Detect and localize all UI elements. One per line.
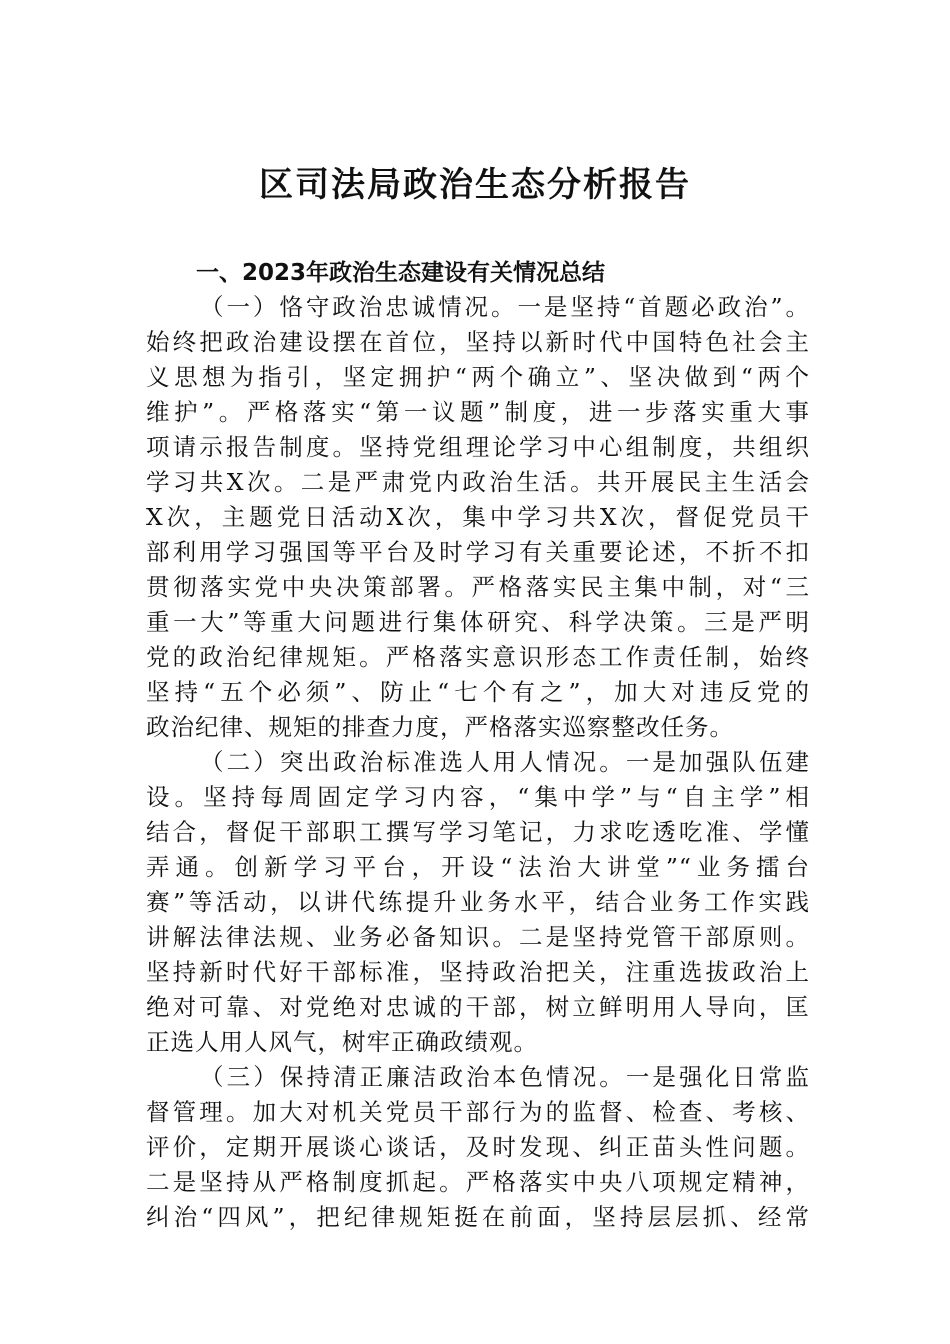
paragraph-line: 赛”等活动，以讲代练提升业务水平，结合业务工作实践 [146,888,810,916]
paragraph-line: （一）恪守政治忠诚情况。一是坚持“首题必政治”。 [200,293,810,321]
paragraph-line: （三）保持清正廉洁政治本色情况。一是强化日常监 [200,1063,810,1091]
paragraph-line: （二）突出政治标准选人用人情况。一是加强队伍建 [200,748,810,776]
paragraph-line: 设。坚持每周固定学习内容，“集中学”与“自主学”相 [146,783,810,811]
paragraph-line: 坚持“五个必须”、防止“七个有之”，加大对违反党的 [146,678,810,706]
paragraph-line: 正选人用人风气，树牢正确政绩观。 [146,1028,538,1056]
paragraph-line: X次，主题党日活动X次，集中学习共X次，督促党员干 [146,503,810,531]
paragraph-line: 维护”。严格落实“第一议题”制度，进一步落实重大事 [146,398,810,426]
paragraph-line: 义思想为指引，坚定拥护“两个确立”、坚决做到“两个 [146,363,810,391]
paragraph-line: 政治纪律、规矩的排查力度，严格落实巡察整改任务。 [146,713,734,741]
paragraph-line: 纠治“四风”，把纪律规矩挺在前面，坚持层层抓、经常 [146,1203,810,1231]
paragraph-line: 重一大”等重大问题进行集体研究、科学决策。三是严明 [146,608,810,636]
paragraph-line: 绝对可靠、对党绝对忠诚的干部，树立鲜明用人导向，匡 [146,993,810,1021]
paragraph-line: 始终把政治建设摆在首位，坚持以新时代中国特色社会主 [146,328,810,356]
document-title: 区司法局政治生态分析报告 [259,165,691,205]
paragraph-line: 项请示报告制度。坚持党组理论学习中心组制度，共组织 [146,433,810,461]
paragraph-line: 党的政治纪律规矩。严格落实意识形态工作责任制，始终 [146,643,810,671]
paragraph-line: 讲解法律法规、业务必备知识。二是坚持党管干部原则。 [146,923,810,951]
paragraph-line: 二是坚持从严格制度抓起。严格落实中央八项规定精神， [146,1168,810,1196]
paragraph-line: 贯彻落实党中央决策部署。严格落实民主集中制，对“三 [146,573,810,601]
paragraph-line: 坚持新时代好干部标准，坚持政治把关，注重选拔政治上 [146,958,810,986]
paragraph-line: 督管理。加大对机关党员干部行为的监督、检查、考核、 [146,1098,810,1126]
paragraph-line: 部利用学习强国等平台及时学习有关重要论述，不折不扣 [146,538,810,566]
paragraph-line: 结合，督促干部职工撰写学习笔记，力求吃透吃准、学懂 [146,818,810,846]
paragraph-line: 学习共X次。二是严肃党内政治生活。共开展民主生活会 [146,468,810,496]
paragraph-line: 弄通。创新学习平台，开设“法治大讲堂”“业务擂台 [146,853,810,881]
section-heading-1: 一、2023年政治生态建设有关情况总结 [196,260,606,286]
paragraph-line: 评价，定期开展谈心谈话，及时发现、纠正苗头性问题。 [146,1133,810,1161]
